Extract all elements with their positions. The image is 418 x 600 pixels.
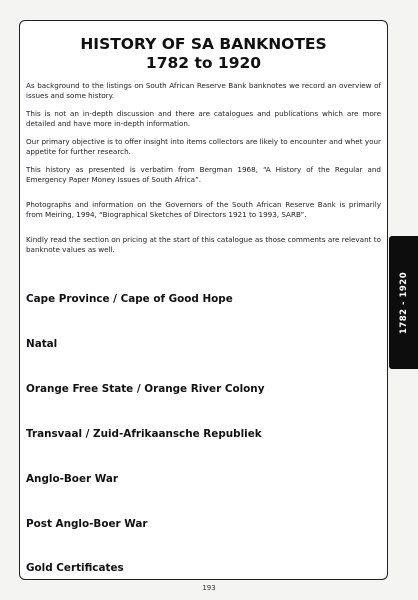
page-number: 193 xyxy=(202,584,216,592)
section-heading: Transvaal / Zuid-Afrikaansche Republiek xyxy=(26,428,262,440)
chapter-tab-label: 1782 - 1920 xyxy=(398,271,409,334)
section-heading: Cape Province / Cape of Good Hope xyxy=(26,293,233,305)
intro-paragraph: As background to the listings on South African Reserve Bank banknotes we record an overview of issues and some history. xyxy=(26,81,381,100)
page-title: HISTORY OF SA BANKNOTES xyxy=(80,35,327,53)
content-frame xyxy=(19,20,388,580)
section-heading: Post Anglo-Boer War xyxy=(26,518,148,530)
intro-paragraph: Photographs and information on the Governors of the South African Reserve Bank is primarily from Meiring, 1994, “Biographical Sketches of Directors 1921 to 1993, SARB”. xyxy=(26,200,381,219)
intro-paragraph: This history as presented is verbatim from Bergman 1968, “A History of the Regular and Emergency Paper Money Issues of South Africa”. xyxy=(26,165,381,184)
section-heading: Anglo-Boer War xyxy=(26,473,118,485)
intro-paragraph: Kindly read the section on pricing at the start of this catalogue as those comments are relevant to banknote values as well. xyxy=(26,235,381,254)
page-subtitle: 1782 to 1920 xyxy=(145,54,262,72)
chapter-side-tab xyxy=(389,236,418,369)
section-heading: Orange Free State / Orange River Colony xyxy=(26,383,265,395)
intro-paragraph: Our primary objective is to offer insight into items collectors are likely to encounter and whet your appetite for further research. xyxy=(26,137,381,156)
intro-paragraph: This is not an in-depth discussion and there are catalogues and publications which are more detailed and have more in-depth information. xyxy=(26,109,381,128)
section-heading: Gold Certificates xyxy=(26,562,124,574)
section-heading: Natal xyxy=(26,338,58,350)
